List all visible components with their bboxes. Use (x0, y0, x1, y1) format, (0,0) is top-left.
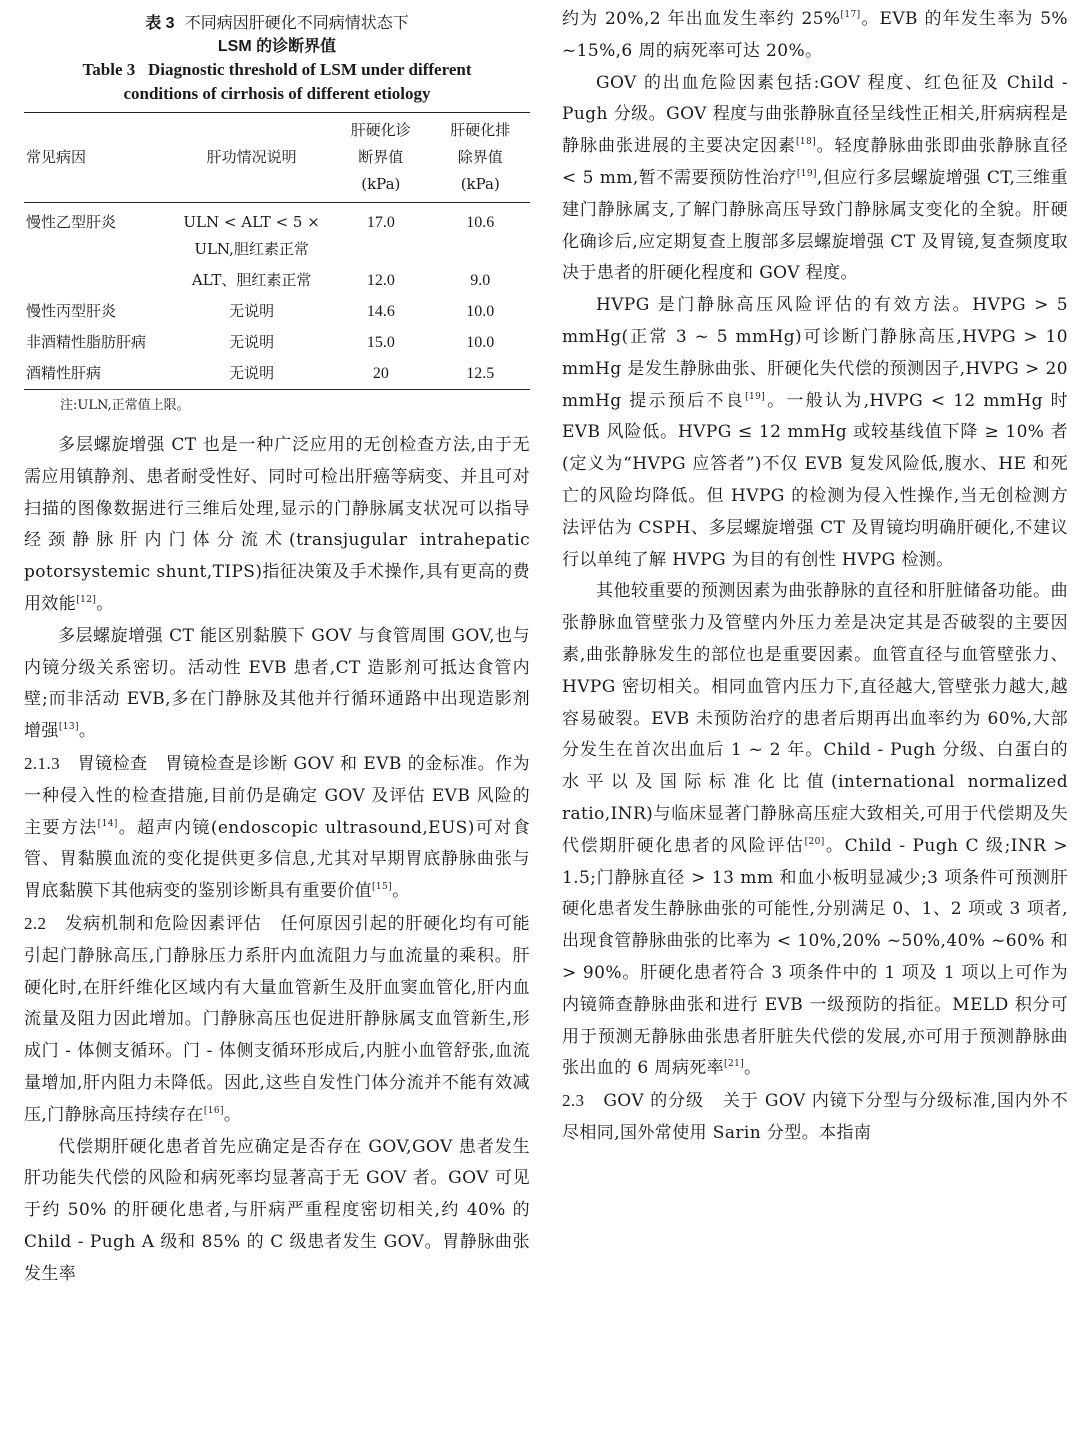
cell-exclusion-value: 10.6 (466, 214, 495, 231)
citation: [17] (840, 10, 861, 20)
paragraph-risk-text: GOV 的出血危险因素包括:GOV 程度、红色征及 Child - Pugh 分级。GOV 程度与曲张静脉直径呈线性正相关,肝病病程是静脉曲张进展的主要决定因素 (562, 72, 1068, 157)
header-diagnosis-threshold (331, 113, 430, 203)
table-caption-en-line1: Table 3 Diagnostic threshold of LSM under different (82, 60, 472, 79)
table-row (24, 203, 530, 266)
cell-condition-l2: ULN,胆红素正常 (194, 240, 309, 258)
citation: [21] (724, 1059, 745, 1070)
paragraph-compensated: 代偿期肝硬化患者首先应确定是否存在 GOV,GOV 患者发生肝功能失代偿的风险和病死率均显著高于无 GOV 者。GOV 可见于约 50% 的肝硬化患者,与肝病严重程度密切相关,约 40% 的 Child - Pugh A 级和 85% 的 C 级患者发生 GOV。胃静脉曲张发生率 (24, 1136, 530, 1284)
section-2-1-3 (24, 748, 530, 908)
paragraph-ct-gov (24, 621, 530, 748)
cell-etiology: 慢性丙型肝炎 (26, 302, 117, 320)
section-text: 关于 GOV 内镜下分型与分级标准,国内外不尽相同,国外常使用 Sarin 分型。本指南 (562, 1091, 1068, 1143)
header-diagnosis-l2: 断界值 (358, 148, 404, 166)
citation: [18] (795, 137, 817, 148)
table-row (24, 358, 530, 390)
table-label: 表 3 (145, 15, 175, 32)
table-caption-en-line2: conditions of cirrhosis of different etiology (123, 84, 431, 103)
citation: [12] (76, 594, 97, 605)
citation: [19] (745, 391, 766, 402)
cell-diagnosis-value: 14.6 (366, 303, 395, 320)
left-column (24, 0, 530, 1291)
section-text: 胃镜检查是诊断 GOV 和 EVB 的金标准。作为一种侵入性的检查措施,目前仍是确定 GOV 及评估 EVB 风险的主要方法 (24, 753, 530, 838)
table-caption-cn-line1: 不同病因肝硬化不同病情状态下 (184, 13, 409, 32)
cell-diagnosis-value: 20 (372, 365, 389, 382)
table-caption-cn (24, 12, 530, 58)
section-title: 发病机制和危险因素评估 (65, 913, 262, 934)
cell-condition: 无说明 (229, 302, 275, 320)
paragraph-risk-text-3: ,但应行多层螺旋增强 CT,三维重建门静脉属支,了解门静脉高压导致门静脉属支变化的全貌。肝硬化确诊后,应定期复查上腹部多层螺旋增强 CT 及胃镜,复查频度取决于患者的肝硬化程度和 GOV 程度。 (562, 167, 1068, 284)
header-etiology: 常见病因 (26, 148, 87, 166)
header-liver-function: 肝功情况说明 (206, 148, 297, 166)
cell-diagnosis-value: 17.0 (366, 214, 395, 231)
cell-exclusion-value: 12.5 (466, 365, 495, 382)
right-column (562, 4, 1068, 1150)
table-row (24, 265, 530, 296)
paragraph-predictors-text: 其他较重要的预测因素为曲张静脉的直径和肝脏储备功能。曲张静脉血管壁张力及管壁内外压力差是决定其是否破裂的主要因素,曲张静脉发生的部位也是重要因素。血管直径与血管壁张力、HVPG 密切相关。相同血管内压力下,直径越大,管壁张力越大,越容易破裂。EVB 未预防治疗的患者后期再出血率约为 60%,大部分发生在首次出血后 1 ~ 2 年。Child - Pugh 分级、白蛋白的水平以及国际标准化比值(international normalized ratio,INR)与临床显著门静脉高压症大致相关,可用于代偿期及失代偿期肝硬化患者的风险评估 (562, 581, 1068, 856)
paragraph-ct-text: 多层螺旋增强 CT 也是一种广泛应用的无创检查方法,由于无需应用镇静剂、患者耐受性好、同时可检出肝癌等病变、并且可对扫描的图像数据进行三维后处理,显示的门静脉属支状况可以指导经颈静脉肝内门体分流术(transjugular intrahepatic potorsystemic shunt,TIPS)指征决策及手术操作,具有更高的费用效能 (24, 435, 530, 614)
punct: 。 (392, 881, 410, 902)
cell-exclusion-value: 9.0 (470, 272, 491, 289)
paragraph-hvpg (562, 290, 1068, 576)
section-text-2: 。超声内镜(endoscopic ultrasound,EUS)可对食管、胃黏膜血流的变化提供更多信息,尤其对早期胃底静脉曲张与胃底黏膜下其他病变的鉴别诊断具有重要价值 (24, 817, 530, 902)
paragraph-hvpg-text-2: 。一般认为,HVPG < 12 mmHg 时 EVB 风险低。HVPG ≤ 12 mmHg 或较基线值下降 ≥ 10% 者(定义为“HVPG 应答者”)不仅 EVB 复发风险低,腹水、HE 和死亡的风险均降低。但 HVPG 的检测为侵入性操作,当无创检测方法评估为 CSPH、多层螺旋增强 CT 及胃镜均明确肝硬化,不建议行以单纯了解 HVPG 为目的有创性 HVPG 检测。 (562, 390, 1068, 570)
header-diagnosis-l3: (kPa) (361, 175, 401, 193)
cell-etiology: 酒精性肝病 (26, 364, 102, 382)
citation: [16] (203, 1105, 224, 1116)
section-number: 2.1.3 (24, 753, 60, 773)
header-exclusion-l3: (kPa) (460, 175, 500, 193)
section-title: GOV 的分级 (603, 1091, 704, 1112)
header-exclusion-l2: 除界值 (457, 148, 503, 166)
cell-exclusion-value: 10.0 (466, 334, 495, 351)
header-exclusion-threshold (431, 113, 530, 203)
cell-diagnosis-value: 12.0 (366, 272, 395, 289)
paragraph-risk-text-2: 。轻度静脉曲张即曲张静脉直径 < 5 mm,暂不需要预防性治疗 (562, 136, 1068, 188)
table-caption-cn-line2: LSM 的诊断界值 (217, 38, 337, 55)
table-row (24, 296, 530, 327)
cell-etiology (24, 265, 172, 296)
punct: 。 (96, 593, 114, 614)
cell-condition-l1: ULN < ALT < 5 × (183, 213, 320, 231)
section-2-2 (24, 908, 530, 1132)
section-title: 胃镜检查 (77, 753, 148, 774)
cell-condition: ALT、胆红素正常 (191, 271, 312, 289)
section-text: 任何原因引起的肝硬化均有可能引起门静脉高压,门静脉压力系肝内血流阻力与血流量的乘积。肝硬化时,在肝纤维化区域内有大量血管新生及肝血窦血管化,肝内血流量及阻力因此增加。门静脉高压也促进肝静脉属支血管新生,形成门 - 体侧支循环。门 - 体侧支循环形成后,内脏小血管舒张,血流量增加,肝内阻力未降低。因此,这些自发性门体分流并不能有效减压,门静脉高压持续存在 (24, 913, 530, 1125)
punct: 。 (78, 721, 97, 742)
citation: [20] (804, 836, 825, 847)
cell-condition: 无说明 (229, 364, 275, 382)
paragraph-predictors (562, 576, 1068, 1085)
paragraph-continued-text: 约为 20%,2 年出血发生率约 25% (562, 9, 841, 29)
lsm-threshold-table (24, 112, 530, 390)
cell-etiology: 慢性乙型肝炎 (26, 213, 117, 231)
table-caption-en (24, 58, 530, 106)
citation: [14] (97, 818, 118, 829)
paragraph-hvpg-text: HVPG 是门静脉高压风险评估的有效方法。HVPG > 5 mmHg(正常 3 ~ 5 mmHg)可诊断门静脉高压,HVPG > 10 mmHg 是发生静脉曲张、肝硬化失代偿的预测因子,HVPG > 20 mmHg 提示预后不良 (562, 295, 1068, 411)
punct: 。 (223, 1104, 242, 1125)
paragraph-predictors-text-2: 。Child - Pugh C 级;INR > 1.5;门静脉直径 > 13 mm 和血小板明显减少;3 项条件可预测肝硬化患者发生静脉曲张的可能性,分别满足 0、1、2 项或 3 项者,出现食管静脉曲张的比率为 < 10%,20% ~50%,40% ~60% 和 > 90%。肝硬化患者符合 3 项条件中的 1 项及 1 项以上可作为内镜筛查静脉曲张和进行 EVB 一级预防的指征。MELD 积分可用于预测无静脉曲张患者肝脏失代偿的发展,亦可用于预测静脉曲张出血的 6 周病死率 (562, 835, 1068, 1079)
paragraph-ct-gov-text: 多层螺旋增强 CT 能区别黏膜下 GOV 与食管周围 GOV,也与内镜分级关系密切。活动性 EVB 患者,CT 造影剂可抵达食管内壁;而非活动 EVB,多在门静脉及其他并行循环通路中出现造影剂增强 (24, 625, 530, 742)
header-exclusion-l1: 肝硬化排 (450, 121, 511, 139)
paragraph-ct (24, 430, 530, 621)
section-number: 2.3 (562, 1091, 585, 1111)
cell-etiology: 非酒精性脂肪肝病 (26, 333, 147, 351)
table-note: 注:ULN,正常值上限。 (60, 398, 190, 413)
cell-condition: 无说明 (229, 333, 275, 351)
paragraph-continued (562, 4, 1068, 68)
table-header-row (24, 113, 530, 203)
cell-exclusion-value: 10.0 (466, 303, 495, 320)
citation: [13] (58, 722, 79, 733)
cell-condition (172, 203, 331, 266)
header-diagnosis-l1: 肝硬化诊 (350, 121, 411, 139)
citation: [15] (372, 882, 393, 893)
punct: 。 (744, 1058, 762, 1079)
cell-diagnosis-value: 15.0 (366, 334, 395, 351)
citation: [19] (796, 168, 817, 179)
paragraph-continued-text-2: 。EVB 的年发生率为 5% ~15%,6 周的病死率可达 20%。 (562, 9, 1068, 61)
table-row (24, 327, 530, 358)
section-number: 2.2 (24, 913, 47, 933)
paragraph-risk-factors (562, 68, 1068, 291)
section-2-3 (562, 1085, 1068, 1150)
